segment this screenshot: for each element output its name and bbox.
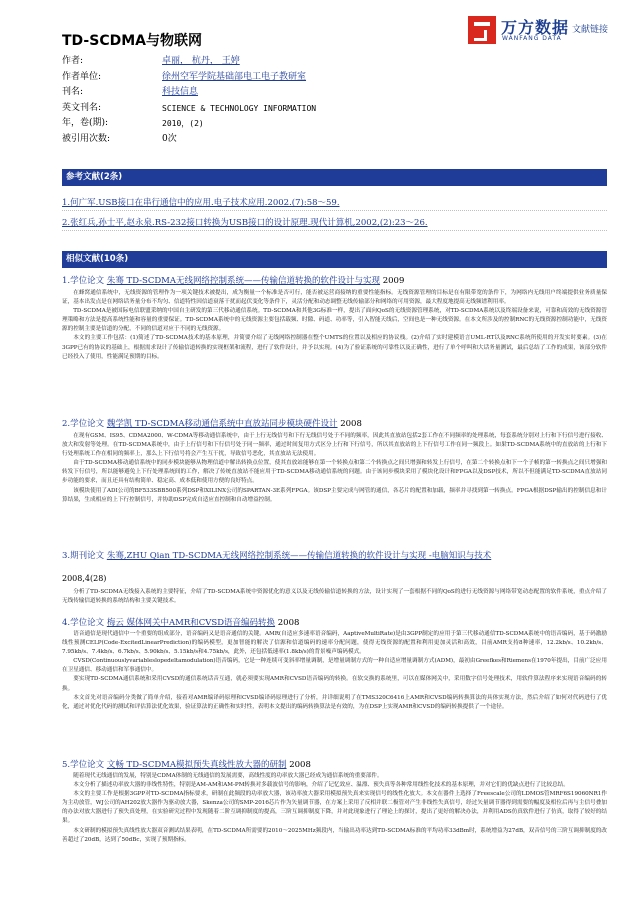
item-type: 3.期刊论文: [62, 551, 105, 561]
journal-link[interactable]: 科技信息: [162, 87, 199, 98]
item-year: 2009: [382, 276, 405, 286]
item-type: 5.学位论文: [62, 760, 105, 770]
meta-journal: [62, 85, 582, 101]
similar-item-1-head: [62, 275, 610, 287]
item-year: 2008: [289, 760, 311, 770]
meta-affiliation: [62, 70, 582, 86]
references-header: 参考文献(2条): [62, 169, 607, 186]
abstract-paragraph: 语音通信是现代通信中一个重要的组成部分，语音编码又是语音通信的关键。AMR(自适应多速率语音编码，AaptiveMultiRate)是由3GPP制定的应用于第三代移动通信TD-SCDMA系统中的语音编码，基于码激励线性预测CELP(Code-ExcitedLinearPrediction)的编码模型，更加智能的解决了信源和信道编码的速率分配问题，使得无线资源的配置和利用更加灵活和高效，目前AMR支持8种速率，12.2kb/s、10.2kb/s、7.95kb/s、7.4kb/s、6.7kb/s、5.90kb/s、5.15kb/s和4.75kb/s，此外，还包括低速率(1.8kb/s)的背景噪声编码模式。: [62, 631, 607, 656]
abstract-paragraph: 随着现代无线通信的发展，特别是CDMA体制的无线通信的发展需要，高线性度的功率放大器已经成为通信系统的重要部件。: [73, 773, 383, 779]
meta-authors: [62, 54, 582, 70]
similar-item-3-abstract: [62, 588, 607, 606]
item-title-link[interactable]: 文畅 TD-SCDMA模拟预失真线性放大器的研制: [106, 760, 287, 770]
abstract-paragraph: 本文的主要工作是根据3GPP对TD-SCDMA指标要求，研制在此频段的功率放大器，该功率放大器采用模拟预失真来实现信号的线性化放大。本文在器件上选择了Freescale公司的LDMOS管MRF6S19060NR1作为主功放管，WJ公司的AH202放大器作为驱动放大器，Skenza公司的SMP-2016芯片作为矢量调节器，在方案上采用了反相并联二极管对产生非线性失真信号，经过矢量调节器得到需要的幅度及相位后再与主信号叠加的办法对放大器进行了预失真处理，在实验研究过程中发现随着二阶互调抑制度的提高，三阶互调抑制度下降，并对此现象进行了理论上的探讨，提出了更好的解决办法，并利用ADS仿真软件进行了仿真，取得了较好的结果。: [62, 791, 607, 825]
meta-label: 刊名:: [62, 87, 84, 98]
divider: [62, 210, 607, 211]
logo-cn: 万方数据: [501, 18, 570, 37]
item-type: 1.学位论文: [62, 276, 105, 286]
item-year: 2008: [340, 419, 362, 429]
similar-item-2-head: [62, 418, 610, 430]
meta-volume: [62, 116, 582, 132]
similar-item-3-head: [62, 550, 610, 562]
meta-label: 年，卷(期):: [62, 118, 109, 129]
item-issue: 2008,4(28): [62, 574, 107, 583]
meta-label: 作者单位:: [62, 71, 102, 82]
page-title: TD-SCDMA与物联网: [62, 33, 202, 49]
wanfang-logo-icon: [468, 16, 496, 44]
logo-tagline[interactable]: 文献链接: [572, 25, 609, 35]
abstract-paragraph: 本文的主要工作包括：(1)简述了TD-SCDMA技术的基本原理，并简要介绍了无线网络控制器在整个UMTS的位置以及相应的协议栈。(2)介绍了实时建模语言UML-RT以及RNC系统所使用的开发实时要素。(3)在3GPP已有的协议的基础上，根据需求设计了传输信道转换的实现框架和流程，进行了软件设计，并予以实现。(4)为了验证系统的可靠性以及正确性，进行了单个呼叫和大话务量测试，最后总结了工作的成果，该部分软件已经投入了使用，性能满足预期的目标。: [62, 335, 607, 360]
reference-link-2[interactable]: 2.张红兵,孙士平,赵永泉.RS-232接口转换为USB接口的设计原理.现代计算机,2002,(2):23～26.: [62, 218, 428, 228]
meta-label: 被引用次数:: [62, 133, 111, 144]
meta-table: [62, 54, 582, 148]
meta-value: 2010，(2): [162, 119, 204, 129]
similar-item-4-head: [62, 617, 610, 629]
similar-header: 相似文献(10条): [62, 251, 607, 268]
abstract-paragraph: 在现有GSM、IS95、CDMA2000、W-CDMA等移动通信系统中，由于上行无线信号和下行无线信号处于不同的频率，因此其直放站包括2套工作在不同频率的处理系统，每套系统分别对上行和下行信号进行接收、放大和发射等处理。在TD-SCDMA系统中，由于上行信号和下行信号处于同一频率，通过时间复用方式区分上行和下行信号，所以其直放站的上下行信号工作在同一频段上。如果TD-SCDMA系统中的直放站的上行和下行处理系统工作在相同的频率上，那么上下行信号将会产生互干扰，导致信号恶化，其直放站无法使用。: [62, 433, 607, 458]
abstract-paragraph: 本文首先对语音编码分类做了简单介绍，接着对AMR编译码原理和CVSD编译码原理进行了分析，并详细说明了在TMS320C6416上AMR和CVSD编码转换算法的具体实现方法，然后介绍了如何对代码进行了优化，通过对优化代码的测试和评估算法优化效果，验证算法的正确性和实时性，表明本文提出的编码转换算法是有效的，为在DSP上实现AMR和CVSD的编码转换提供了一个途径。: [62, 694, 607, 710]
item-year: 2008: [277, 618, 300, 628]
item-title-link[interactable]: 梅云 媒体网关中AMR和CVSD语音编码转换: [106, 618, 276, 628]
item-type: 2.学位论文: [62, 419, 105, 429]
logo-en: WANFANG DATA: [502, 35, 562, 42]
affiliation-link[interactable]: 徐州空军学院基础部电工电子教研室: [162, 71, 307, 82]
abstract-paragraph: 分析了TD-SCDMA无线接入系统的主要特征，介绍了TD-SCDMA系统中资源优化的意义以及无线传输信道转换的方法，设计实现了一套根据不同的QoS的进行无线资源与网络带宽动态配置的软件系统，重点介绍了无线传输信道转换的系统结构和主要关键技术。: [62, 589, 607, 605]
reference-link-1[interactable]: 1.何广军.USB接口在串行通信中的应用.电子技术应用.2002.(7):58～59.: [62, 198, 340, 208]
item-title-link[interactable]: 魏学凯 TD-SCDMA移动通信系统中直放站同步模块硬件设计: [106, 419, 338, 429]
meta-value: 0次: [162, 133, 177, 144]
meta-journal-en: [62, 101, 582, 117]
abstract-paragraph: 本文研制的模拟预失真线性放大器双音测试结果表明，在TD-SCDMA所需要的2010～2025MHz频段内，当输出功率达到TD-SCDMA标准的平均功率33dBm时，系统增益为27dB，双音信号的三阶互调抑制度的改善超过了20dB，达到了50dBc，实现了预期指标。: [62, 827, 607, 843]
meta-value: SCIENCE & TECHNOLOGY INFORMATION: [162, 103, 317, 113]
abstract-paragraph: 在蜂窝通信系统中，无线资源的管理作为一项关键技术被提出，成为衡量一个标准是否可行，能否被运营商接纳的重要性能指标。无线资源管理的目标是在有限带宽的条件下，为网络内无线用户终端提供业务质量保证，基本出发点是在网络话务量分布不均匀、信道特性因信道衰落干扰而起伏变化等条件下，灵活分配和动态调整无线传输部分和网络的可用资源，最大程度地提高无线频谱利用率。: [62, 290, 607, 306]
abstract-paragraph: TD-SCDMA是被国际电信联盟采纳的中国自主研发的第三代移动通信系统。TD-SCDMA和其他3G标准一样，提出了面向QoS的无线资源管理系统，对TD-SCDMA系统以及终端设备来说，可靠和高效的无线资源管理策略和方法是提高系统性能和容量的重要保证。TD-SCDMA系统中的无线资源主要包括载频、时隙、码道、功率等，引入智能天线后，空间也是一种无线资源。在本文所涉及的控制RNC的无线资源控制功能中，无线资源的控制主要是信道的分配，不同的信道对应于不同的无线资源。: [62, 308, 607, 333]
divider: [62, 230, 607, 231]
abstract-paragraph: 要实现TD-SCDMA通信系统和采用CVSD的通信系统话音互通，就必须要实现AMR和CVSD语音编码的转换。在软交换的系统里，可以在媒体网关中，采用数字信号处理技术，用软件算法程序来实现语音编码的转换。: [62, 676, 607, 692]
similar-item-5-head: [62, 759, 610, 771]
authors-link[interactable]: 卓丽， 杭丹， 王婷: [162, 56, 240, 66]
wanfang-logo[interactable]: [468, 14, 613, 50]
similar-item-4-abstract: [62, 630, 607, 712]
abstract-paragraph: 本文分析了描述功率放大器的非线性特性，特别是AM-AM和AM-PM转换对多载波信号的影响，介绍了记忆效应、温漂、预失真等各种常用线性化技术的基本原理，并对它们的优缺点进行了比较总结。: [73, 782, 569, 789]
abstract-paragraph: 由于TD-SCDMA移动通信系统中的同步模块能够从物理信道中解出转换点位置，使其直放站能够在第一个转换点和第二个转换点之间只增强和转发上行信号，在第二个转换点和下一个子帧的第一转换点之间只增强和转发下行信号，所以能够避免上下行处理系统间的工作，解决了传统直放站不能应用于TD-SCDMA移动通信系统的问题。由于该同步模块采用了模块化设计和FPGA以及DSP技术，所以不但能满足TD-SCDMA直放站同步功能的要求，而且还具有结构简单、稳定高、成本低和使用方便的良好特点。: [62, 460, 607, 485]
similar-item-1-abstract: [62, 289, 607, 362]
meta-label: 英文刊名:: [62, 102, 102, 113]
item-type: 4.学位论文: [62, 618, 105, 628]
item-title-link[interactable]: 朱骞 TD-SCDMA无线网络控制系统——传输信道转换的软件设计与实现: [106, 276, 381, 286]
meta-citations: [62, 132, 582, 148]
similar-item-5-abstract: [62, 772, 607, 845]
abstract-paragraph: CVSD(Continuouslyvariableslopedeltamodulation)语音编码，它是一种连续可变斜率增量调制，是增量调制方式的一种自适应增量调制方式(ADM)，最初由Greefkes和Riemens在1970年提出，目前广泛应用在卫星通信、移动通信和军事通信中。: [62, 658, 607, 674]
item-title-link[interactable]: 朱骞,ZHU Qian TD-SCDMA无线网络控制系统——传输信道转换的软件设计与实现 -电脑知识与技术: [106, 551, 492, 561]
similar-item-2-abstract: [62, 432, 607, 505]
abstract-paragraph: 该模块使用了ADI公司的BF533SBB500系列DSP和XILINX公司的SPARTAN-3E系列FPGA。该DSP主要完成与网管的通信，各芯片的配置和加载，频率并寻找到第一转换点。FPGA根据DSP输出的控制信息和计算结果，生成相应的上下行控制信号，并协助DSP完成自适应直控制和自动增益控制。: [62, 487, 607, 503]
meta-label: 作者:: [62, 56, 84, 66]
